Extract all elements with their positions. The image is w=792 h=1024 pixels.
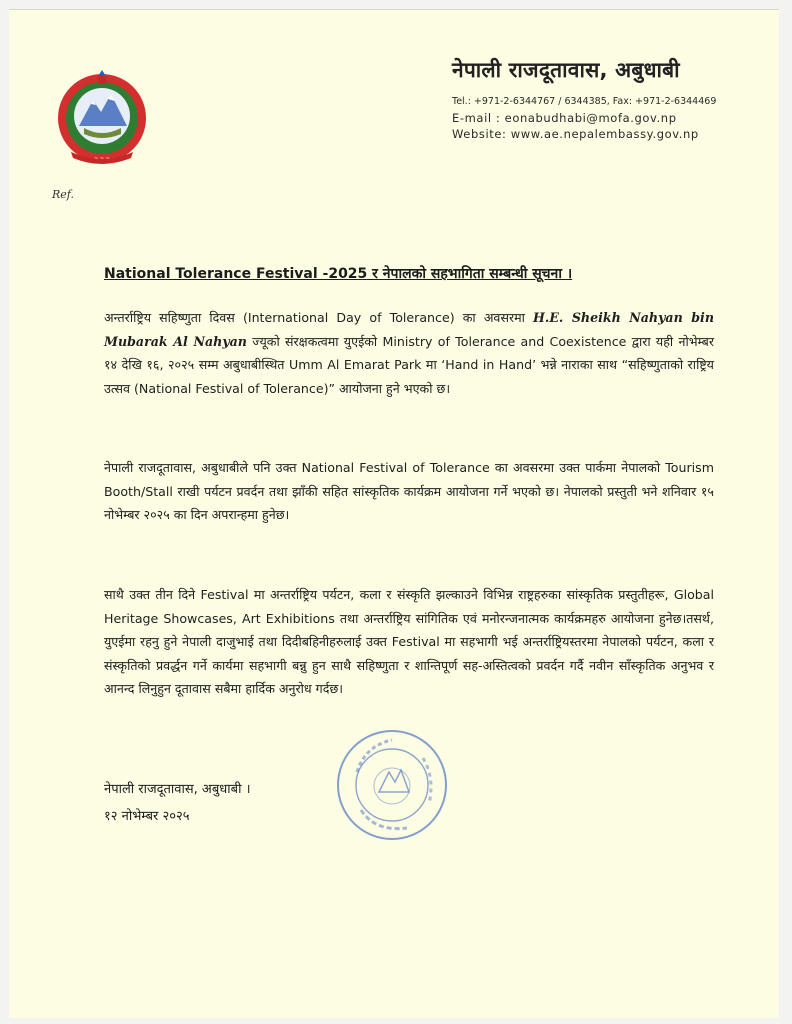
paragraph-3: साथै उक्त तीन दिने Festival मा अन्तर्राष्ट्रिय पर्यटन, कला र संस्कृति झल्काउने विभिन्न राष्ट्रहरुका सांस्कृतिक प्रस्तुतीहरू, Global Heritage Showcases, Art Exhibitions तथा अन्तर्राष्ट्रिय सांगितिक एवं मनोरन्जनात्मक कार्यक्रमहरु आयोजना हुनेछ।तसर्थ, युएईमा रहनु हुने नेपाली दाजुभाई तथा दिदीबहिनीहरुलाई उक्त Festival मा सहभागी भई अन्तर्राष्ट्रियस्तरमा नेपालको पर्यटन, कला र संस्कृतिको प्रवर्द्धन गर्ने कार्यमा सहभागी बन्नु हुन साथै सहिष्णुता र शान्तिपूर्ण सह-अस्तित्वको प्रवर्दन गर्दै नवीन साँस्कृतिक अनुभव र आनन्द लिनुहुन दूतावास सबैमा हार्दिक अनुरोध गर्दछ। (104, 587, 714, 696)
nepal-emblem-icon (51, 68, 153, 164)
letter-page (9, 9, 779, 1018)
p1-before: अन्तर्राष्ट्रिय सहिष्णुता दिवस (International Day of Tolerance) का अवसरमा (104, 310, 534, 325)
signoff-block (104, 776, 251, 830)
ref-label: Ref. (52, 188, 74, 201)
paragraph-1 (104, 306, 714, 400)
embassy-name: नेपाली राजदूतावास, अबुधाबी (452, 58, 680, 82)
p1-after: ज्यूको संरक्षकत्वमा युएईको Ministry of Tolerance and Coexistence द्वारा यही नोभेम्बर १४ देखि १६, २०२५ सम्म अबुधाबीस्थित Umm Al Emarat Park मा ‘Hand in Hand’ भन्ने नाराका साथ “सहिष्णुताको राष्ट्रिय उत्सव (National Festival of Tolerance)” आयोजना हुने भएको छ। (104, 333, 715, 396)
embassy-stamp-icon (335, 728, 449, 842)
signoff-office: नेपाली राजदूतावास, अबुधाबी । (104, 782, 251, 797)
email: E-mail : eonabudhabi@mofa.gov.np (452, 111, 677, 125)
embassy-letterhead (452, 56, 737, 142)
tel-fax: Tel.: +971-2-6344767 / 6344385, Fax: +971-2-6344469 (452, 96, 717, 107)
notice-subject: National Tolerance Festival -2025 र नेपालको सहभागिता सम्बन्धी सूचना । (104, 266, 573, 282)
paragraph-2: नेपाली राजदूतावास, अबुधाबीले पनि उक्त National Festival of Tolerance का अवसरमा उक्त पार्कमा नेपालको Tourism Booth/Stall राखी पर्यटन प्रवर्दन तथा झाँकी सहित सांस्कृतिक कार्यक्रम आयोजना गर्ने भएको छ। नेपालको प्रस्तुती भने शनिवार १५ नोभेम्बर २०२५ का दिन अपरान्हमा हुनेछ। (104, 460, 714, 522)
svg-text:~ ~ ~: ~ ~ ~ (94, 156, 110, 162)
p1-patron-name: H.E. Sheikh Nahyan bin Mubarak Al Nahyan (104, 310, 714, 349)
website: Website: www.ae.nepalembassy.gov.np (452, 127, 699, 141)
signoff-date: १२ नोभेम्बर २०२५ (104, 809, 190, 824)
